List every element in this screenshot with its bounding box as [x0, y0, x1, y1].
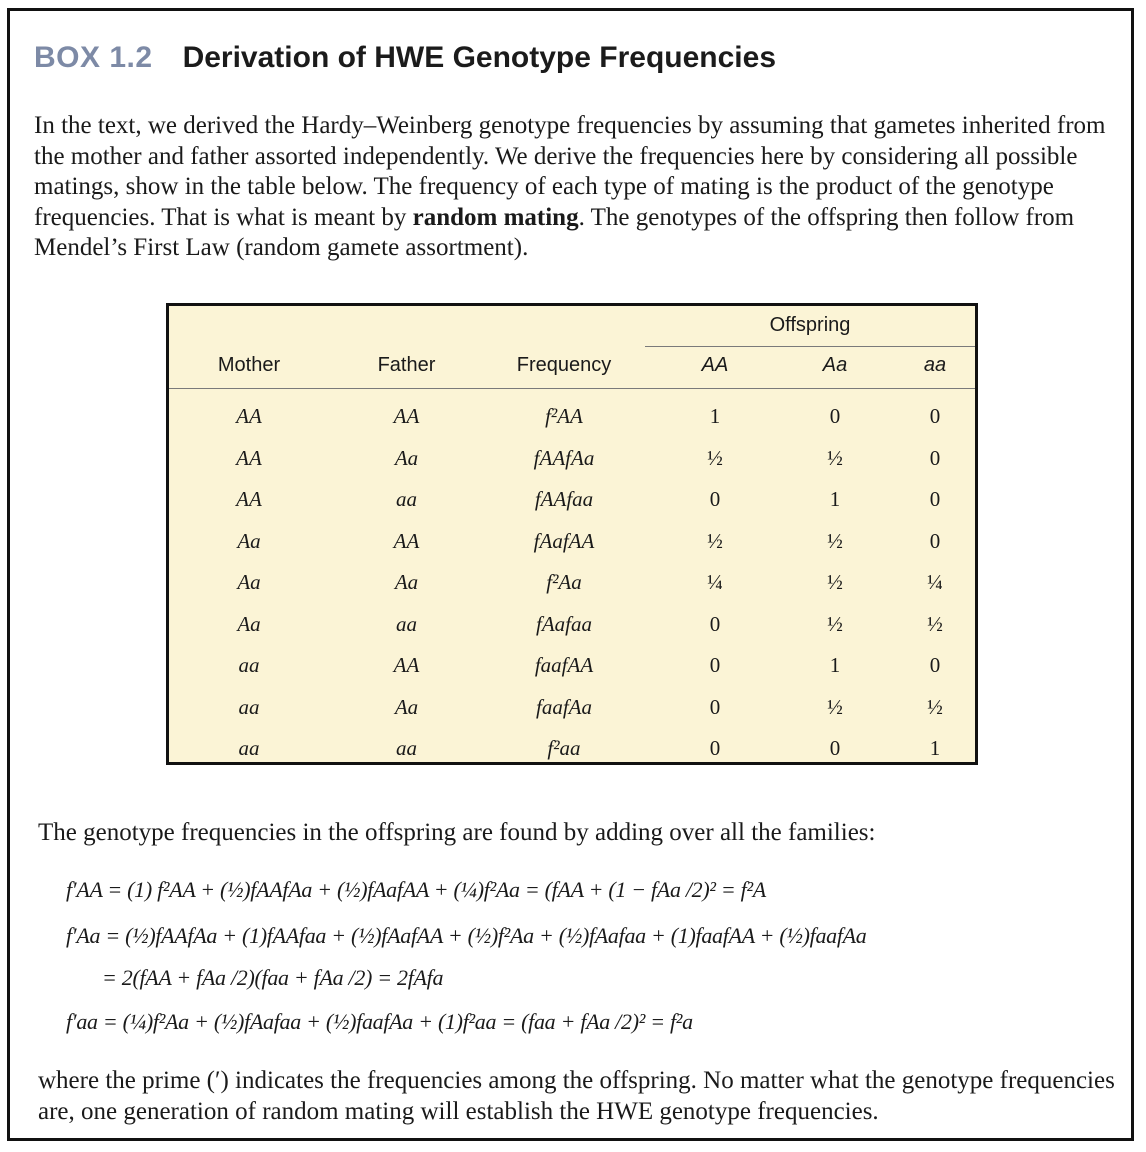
cell-father: aa [396, 487, 417, 511]
cell-Aa: ½ [827, 445, 843, 470]
cell-father: AA [393, 404, 420, 428]
cell-mother: Aa [237, 570, 261, 594]
equation-fAA: f′AA = (1) f²AA + (½)fAAfAa + (½)fAafAA + (¼)f²Aa = (fAA + (1 − fAa /2)² = f²A [66, 877, 766, 902]
cell-father: AA [393, 653, 420, 677]
cell-mother: aa [238, 653, 260, 677]
cell-aa: 0 [929, 528, 941, 553]
cell-AA: 0 [709, 736, 721, 760]
cell-frequency: fAafaa [536, 611, 592, 636]
cell-frequency: fAAfaa [534, 487, 594, 511]
header-rule [169, 388, 975, 389]
cell-mother: AA [236, 404, 262, 428]
cell-father: Aa [394, 694, 419, 719]
cell-AA: 0 [709, 487, 721, 511]
box-title: Derivation of HWE Genotype Frequencies [182, 41, 776, 74]
header-Aa: Aa [822, 354, 848, 376]
cell-Aa: ½ [827, 570, 843, 594]
box-panel [7, 8, 1134, 1141]
equation-faa: f′aa = (¼)f²Aa + (½)fAafaa + (½)faafAa + (1)f²aa = (faa + fAa /2)² = f²a [66, 1009, 693, 1034]
cell-Aa: 0 [829, 404, 841, 428]
table-row [169, 404, 975, 445]
cell-AA: 0 [709, 653, 721, 677]
cell-frequency: fAafAA [533, 528, 595, 553]
header-mother: Mother [217, 354, 281, 376]
cell-aa: 0 [929, 487, 941, 511]
cell-father: Aa [394, 445, 419, 470]
cell-frequency: faafAA [534, 653, 594, 677]
cell-Aa: 1 [829, 653, 841, 677]
closing-paragraph: where the prime (′) indicates the frequencies among the offspring. No matter what the genotype frequencies are, one generation of random mating will establish the HWE genotype frequencies. [38, 1067, 1115, 1125]
cell-aa: 0 [929, 653, 941, 677]
cell-frequency: fAAfAa [533, 445, 595, 470]
intro-text-1: In the text, we derived the Hardy–Weinberg genotype frequencies by assuming that gametes inherited from the mother and father assorted independently. We derive the frequencies here by considering all possible matings, show in the table below. The frequency of each type of mating is the product of the genotype frequencies. That is what is meant by [34, 112, 1106, 231]
cell-father: aa [396, 736, 417, 760]
cell-Aa: 0 [829, 736, 841, 760]
summary-text: The genotype frequencies in the offspring are found by adding over all the families: [38, 819, 876, 846]
cell-AA: ¼ [707, 570, 723, 594]
equation-fAa-simplified: = 2(fAA + fAa /2)(faa + fAa /2) = 2fAfa [102, 965, 444, 990]
table-header [169, 306, 975, 391]
cell-mother: aa [238, 736, 260, 760]
cell-AA: 1 [709, 404, 721, 428]
table-row [169, 736, 975, 777]
cell-AA: 0 [709, 611, 721, 636]
equation-fAa: f′Aa = (½)fAAfAa + (1)fAAfaa + (½)fAafAA + (½)f²Aa + (½)fAafaa + (1)faafAA + (½)faafAa [66, 923, 867, 948]
box-label: BOX 1.2 [34, 41, 153, 74]
mating-table [166, 303, 978, 765]
cell-mother: Aa [237, 528, 261, 553]
header-frequency: Frequency [516, 354, 612, 376]
box-header [34, 41, 776, 75]
cell-father: Aa [394, 570, 419, 594]
cell-mother: aa [238, 694, 260, 719]
cell-Aa: ½ [827, 528, 843, 553]
table-row [169, 570, 975, 611]
table-row [169, 653, 975, 694]
intro-bold-term: random mating [412, 203, 579, 231]
cell-frequency: f²aa [547, 736, 581, 760]
cell-frequency: faafAa [536, 694, 592, 719]
offspring-group-header: Offspring [769, 314, 851, 336]
cell-AA: 0 [709, 694, 721, 719]
intro-paragraph [34, 111, 1114, 264]
table-row [169, 612, 975, 653]
cell-Aa: 1 [829, 487, 841, 511]
cell-mother: AA [236, 445, 262, 470]
cell-aa: ¼ [927, 570, 943, 594]
header-father: Father [377, 354, 436, 376]
table-row [169, 487, 975, 528]
offspring-rule [645, 346, 975, 347]
header-AA: AA [701, 354, 729, 376]
cell-father: AA [393, 528, 420, 553]
cell-aa: ½ [927, 694, 943, 719]
cell-father: aa [396, 611, 417, 636]
cell-aa: 0 [929, 445, 941, 470]
table-row [169, 695, 975, 736]
header-aa: aa [923, 354, 947, 376]
cell-Aa: ½ [827, 694, 843, 719]
cell-frequency: f²AA [545, 404, 583, 428]
cell-aa: ½ [927, 611, 943, 636]
cell-aa: 0 [929, 404, 941, 428]
cell-mother: Aa [237, 611, 261, 636]
cell-AA: ½ [707, 528, 723, 553]
table-row [169, 446, 975, 487]
intro-text-2: . The genotypes of the offspring then follow from Mendel’s First Law (random gamete assortment). [34, 203, 1075, 261]
table-row [169, 529, 975, 570]
cell-aa: 1 [929, 736, 941, 760]
cell-mother: AA [236, 487, 262, 511]
cell-Aa: ½ [827, 611, 843, 636]
cell-frequency: f²Aa [546, 570, 582, 594]
cell-AA: ½ [707, 445, 723, 470]
